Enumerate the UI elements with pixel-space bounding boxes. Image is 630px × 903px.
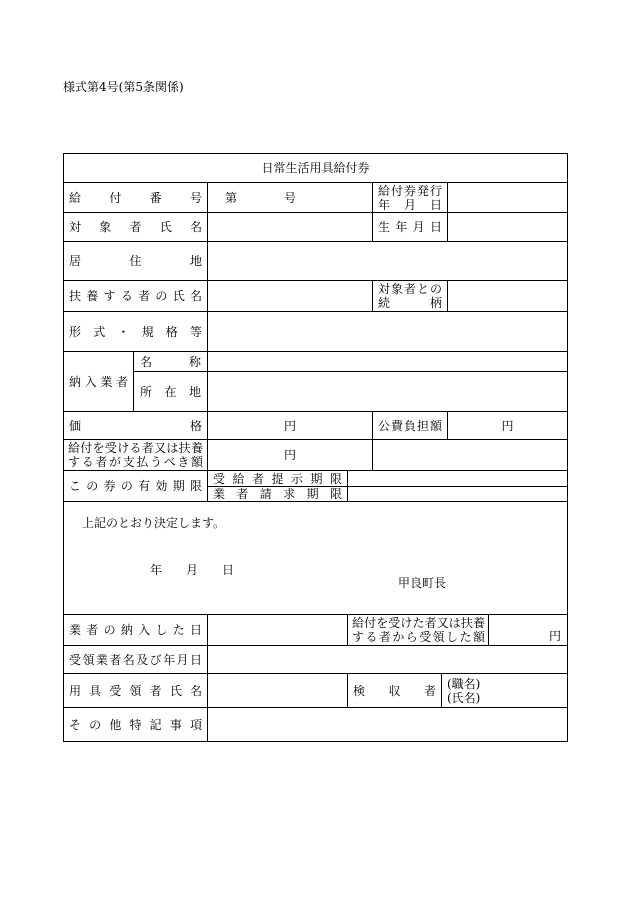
copayment-blank xyxy=(372,439,568,471)
decision-block xyxy=(63,501,568,615)
supplier-deadline-label-cell xyxy=(207,486,348,502)
copayment-label-cell xyxy=(63,439,208,471)
form-reference: 様式第4号(第5条関係) xyxy=(63,80,184,94)
address-label: 居住地 xyxy=(69,254,202,268)
recipient-name-field xyxy=(207,212,373,242)
receiver-name-field xyxy=(207,673,348,708)
voucher-table xyxy=(63,153,568,742)
voucher-number-label: 給付番号 xyxy=(69,190,202,205)
issue-date-label-cell xyxy=(372,182,448,213)
inspector-label: 検収者 xyxy=(353,683,436,698)
voucher-title: 日常生活用具給付券 xyxy=(261,161,370,175)
price-unit: 円 xyxy=(283,418,296,433)
decision-date: 年月日 xyxy=(150,563,234,577)
public-share-field xyxy=(447,411,568,440)
supplier-name-label-cell xyxy=(133,351,208,372)
amount-received-field xyxy=(488,614,568,646)
delivery-date-label: 業者の納入した日 xyxy=(69,623,202,637)
supplier-location-field xyxy=(207,371,568,412)
issue-date-field xyxy=(447,182,568,213)
voucher-number-label-cell xyxy=(63,182,208,213)
birth-date-field xyxy=(447,212,568,242)
public-share-label-cell xyxy=(372,411,448,440)
receiving-supplier-label: 受領業者名及び年月日 xyxy=(69,652,202,667)
relationship-label-cell xyxy=(372,280,448,312)
recipient-deadline-field xyxy=(347,470,568,487)
voucher-number-suffix: 号 xyxy=(284,191,297,205)
delivery-date-field xyxy=(207,614,348,646)
relationship-label-line2: 続柄 xyxy=(378,296,442,310)
price-label: 価格 xyxy=(69,418,202,433)
copayment-label-line2: する者が支払うべき額 xyxy=(68,455,203,469)
amount-received-label-line1: 給付を受けた者又は扶養 xyxy=(352,616,485,630)
supplier-label: 納入業者 xyxy=(69,374,128,389)
recipient-deadline-label-cell xyxy=(207,470,348,487)
receiver-name-label-cell xyxy=(63,673,208,708)
validity-label: この券の有効期限 xyxy=(69,479,202,493)
inspector-title-label: (職名) xyxy=(447,676,481,691)
decision-statement: 上記のとおり決定します。 xyxy=(82,516,226,530)
supplier-name-field xyxy=(207,351,568,372)
issue-date-label-line2: 年月日 xyxy=(378,197,442,212)
supplier-name-label: 名称 xyxy=(140,354,201,369)
receiver-name-label: 用具受領者氏名 xyxy=(69,683,202,698)
price-label-cell xyxy=(63,411,208,440)
recipient-deadline-label: 受給者提示期限 xyxy=(213,471,342,486)
issuer-name: 甲良町長 xyxy=(398,576,447,590)
receiving-supplier-label-cell xyxy=(63,645,208,674)
supplier-location-label-cell xyxy=(133,371,208,412)
issue-date-label-line1: 給付券発行 xyxy=(378,183,442,198)
voucher-title-cell xyxy=(63,153,568,183)
voucher-number-prefix: 第 xyxy=(225,191,238,205)
relationship-field xyxy=(447,280,568,312)
remarks-label: その他特記事項 xyxy=(69,717,202,732)
supplier-location-label: 所在地 xyxy=(140,384,201,399)
copayment-unit: 円 xyxy=(283,448,296,462)
public-share-unit: 円 xyxy=(501,418,514,433)
birth-date-label: 生年月日 xyxy=(378,220,442,234)
address-field xyxy=(207,241,568,281)
voucher-number-field xyxy=(207,182,373,213)
model-spec-label: 形式・規格等 xyxy=(69,324,202,339)
supplier-deadline-label: 業者請求期限 xyxy=(213,487,342,501)
public-share-label: 公費負担額 xyxy=(378,418,442,433)
model-spec-field xyxy=(207,311,568,352)
supplier-label-cell xyxy=(63,351,134,412)
supporter-name-field xyxy=(207,280,373,312)
copayment-label-line1: 給付を受ける者又は扶養 xyxy=(68,441,203,455)
amount-received-label-cell xyxy=(347,614,489,646)
copayment-field xyxy=(207,439,373,471)
supporter-name-label: 扶養する者の氏名 xyxy=(69,289,202,303)
inspector-label-cell xyxy=(347,673,442,708)
address-label-cell xyxy=(63,241,208,281)
birth-date-label-cell xyxy=(372,212,448,242)
amount-received-unit: 円 xyxy=(548,629,561,643)
price-field xyxy=(207,411,373,440)
amount-received-label-line2: する者から受領した額 xyxy=(352,630,485,644)
remarks-label-cell xyxy=(63,707,208,742)
relationship-label-line1: 対象者との xyxy=(378,282,442,296)
receiving-supplier-field xyxy=(207,645,568,674)
delivery-date-label-cell xyxy=(63,614,208,646)
supplier-deadline-field xyxy=(347,486,568,502)
inspector-name-label: (氏名) xyxy=(447,690,481,705)
validity-label-cell xyxy=(63,470,208,502)
recipient-name-label: 対象者氏名 xyxy=(69,220,202,234)
supporter-name-label-cell xyxy=(63,280,208,312)
inspector-field xyxy=(441,673,568,708)
model-spec-label-cell xyxy=(63,311,208,352)
recipient-name-label-cell xyxy=(63,212,208,242)
remarks-field xyxy=(207,707,568,742)
